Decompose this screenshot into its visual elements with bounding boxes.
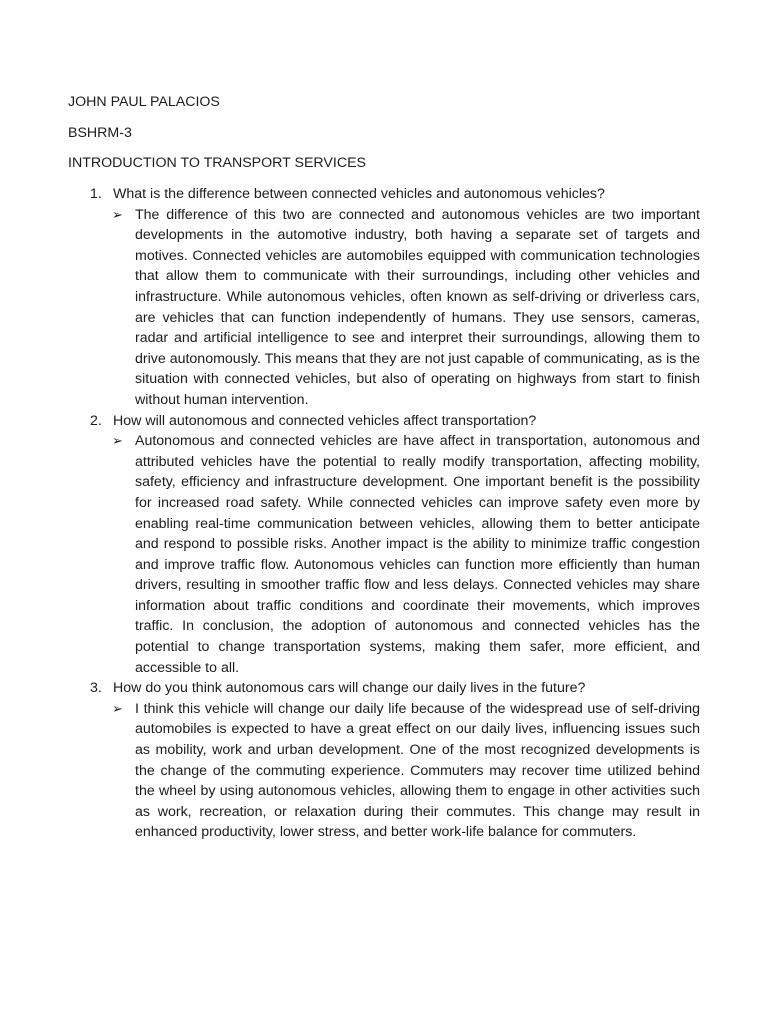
answer-row <box>68 205 700 411</box>
question-row <box>68 184 700 205</box>
question-text: How do you think autonomous cars will change our daily lives in the future? <box>113 680 586 697</box>
arrow-bullet-icon: ➢ <box>112 700 123 716</box>
question-number: 3. <box>90 680 102 697</box>
answer-text: I think this vehicle will change our daily life because of the widespread use of self-driving automobiles is expected to have a great effect on our daily lives, influencing issues such as mobility, work and urban development. One of the most recognized developments is the change of the commuting experience. Commuters may recover time utilized behind the wheel by using autonomous vehicles, allowing them to engage in other activities such as work, recreation, or relaxation during their commutes. This change may result in enhanced productivity, lower stress, and better work-life balance for commuters. <box>135 700 700 841</box>
question-text: What is the difference between connected vehicles and autonomous vehicles? <box>113 186 605 202</box>
question-row <box>68 411 700 432</box>
question-number: 2. <box>90 412 102 429</box>
question-number: 1. <box>90 186 102 202</box>
arrow-bullet-icon: ➢ <box>112 206 123 222</box>
question-item <box>68 411 700 679</box>
course-title: INTRODUCTION TO TRANSPORT SERVICES <box>68 155 366 171</box>
answer-row <box>68 699 700 843</box>
question-text: How will autonomous and connected vehicles affect transportation? <box>113 412 537 429</box>
question-list <box>68 184 700 843</box>
student-name: JOHN PAUL PALACIOS <box>68 94 220 110</box>
answer-row <box>68 431 700 678</box>
question-item <box>68 678 700 843</box>
student-section: BSHRM-3 <box>68 125 132 141</box>
answer-text: The difference of this two are connected and autonomous vehicles are two important developments in the automotive industry, both having a separate set of targets and motives. Connected vehicles are automobiles equipped with communication technologies that allow them to communicate with their surroundings, including other vehicles and infrastructure. While autonomous vehicles, often known as self-driving or driverless cars, are vehicles that can function independently of humans. They use sensors, cameras, radar and artificial intelligence to see and interpret their surroundings, allowing them to drive autonomously. This means that they are not just capable of communicating, as is the situation with connected vehicles, but also of operating on highways from start to finish without human intervention. <box>135 206 700 408</box>
question-item <box>68 184 700 411</box>
arrow-bullet-icon: ➢ <box>112 433 123 449</box>
answer-text: Autonomous and connected vehicles are have affect in transportation, autonomous and attributed vehicles have the potential to really modify transportation, affecting mobility, safety, efficiency and infrastructure development. One important benefit is the possibility for increased road safety. While connected vehicles can improve safety even more by enabling real-time communication between vehicles, allowing them to better anticipate and respond to possible risks. Another impact is the ability to minimize traffic congestion and improve traffic flow. Autonomous vehicles can function more efficiently than human drivers, resulting in smoother traffic flow and less delays. Connected vehicles may share information about traffic conditions and coordinate their movements, which improves traffic. In conclusion, the adoption of autonomous and connected vehicles has the potential to change transportation systems, making them safer, more efficient, and accessible to all. <box>135 433 700 676</box>
question-row <box>68 678 700 699</box>
